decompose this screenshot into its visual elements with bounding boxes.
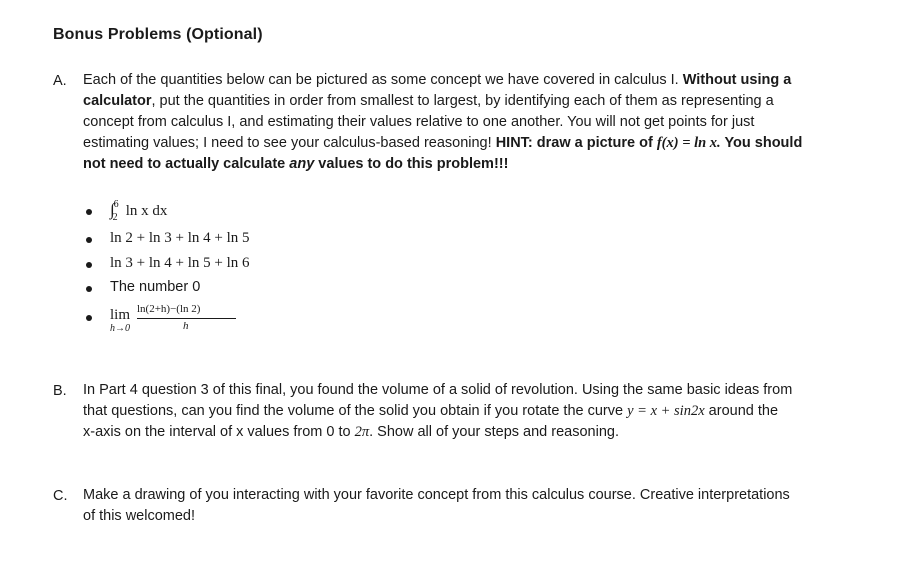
part-a-hint: HINT: draw a picture of: [495, 135, 657, 151]
part-a-line-4: [83, 133, 883, 154]
limit-subscript: h→0: [110, 323, 130, 334]
part-a-hint-math: f(x) = ln x.: [656, 135, 721, 151]
bullet-dot: [86, 237, 92, 243]
part-a-letter: A.: [53, 73, 67, 89]
integral-sign: ∫: [110, 200, 115, 219]
integral-lower-limit: 2: [112, 212, 118, 223]
bullet-sum-2: ln 3 + ln 4 + ln 5 + ln 6: [110, 255, 250, 271]
limit-operator: lim: [110, 307, 131, 323]
limit-numerator: ln(2+h)−(ln 2): [137, 303, 201, 315]
part-a-line-5: [83, 154, 883, 175]
limit-denominator: h: [183, 320, 189, 332]
part-b-line-3-text: x-axis on the interval of x values from 0 to: [83, 424, 355, 440]
bullet-dot: [86, 209, 92, 215]
part-b-line-1: In Part 4 question 3 of this final, you found the volume of a solid of revolution. Using the same basic ideas from: [83, 382, 793, 398]
part-a-line-4-text: estimating values; I need to see your calculus-based reasoning!: [83, 135, 496, 151]
part-c-line-1: Make a drawing of you interacting with your favorite concept from this calculus course. Creative interpretations: [83, 487, 790, 503]
part-c-letter: C.: [53, 488, 68, 504]
part-a-line-2-bold: calculator: [83, 93, 152, 109]
bullet-integral: [110, 199, 168, 223]
part-b-line-2-end: around the: [704, 403, 779, 419]
part-a-line-3: concept from calculus I, and estimating their values relative to one another. You will not get points for just: [83, 114, 755, 130]
part-b-line-3-end: . Show all of your steps and reasoning.: [369, 424, 619, 440]
bullet-limit: [110, 303, 240, 339]
part-b-line-2: [83, 401, 883, 422]
part-a-line-2-text: , put the quantities in order from smallest to largest, by identifying each of them as representing a: [151, 93, 774, 109]
part-c-line-2: of this welcomed!: [83, 508, 196, 524]
fraction-bar: [137, 318, 236, 319]
integral-body: ln x dx: [125, 203, 168, 219]
bullet-sum-1: ln 2 + ln 3 + ln 4 + ln 5: [110, 230, 250, 246]
part-a-line-5-text: not need to actually calculate: [83, 156, 290, 172]
part-a-line-4-bold: You should: [720, 135, 803, 151]
bullet-zero: The number 0: [110, 279, 201, 295]
part-b-curve: y = x + sin2x: [627, 403, 705, 419]
page-title: Bonus Problems (Optional): [53, 26, 263, 43]
part-a-line-1-text: Each of the quantities below can be pictured as some concept we have covered in calculus I.: [83, 72, 683, 88]
part-b-line-3: [83, 422, 883, 443]
part-a-line-5-end: values to do this problem!!!: [314, 156, 509, 172]
part-a-line-2: [83, 91, 883, 112]
part-a-line-1: [83, 70, 883, 91]
part-b-line-2-text: that questions, can you find the volume of the solid you obtain if you rotate the curve: [83, 403, 628, 419]
part-b-letter: B.: [53, 383, 67, 399]
bullet-dot: [86, 286, 92, 292]
bullet-dot: [86, 262, 92, 268]
bullet-dot: [86, 315, 92, 321]
part-a-line-1-bold: Without using a: [682, 72, 792, 88]
integral-upper-limit: 6: [113, 199, 119, 210]
part-a-line-5-emphasis: any: [289, 156, 315, 172]
part-b-interval-end: 2π: [354, 424, 370, 440]
